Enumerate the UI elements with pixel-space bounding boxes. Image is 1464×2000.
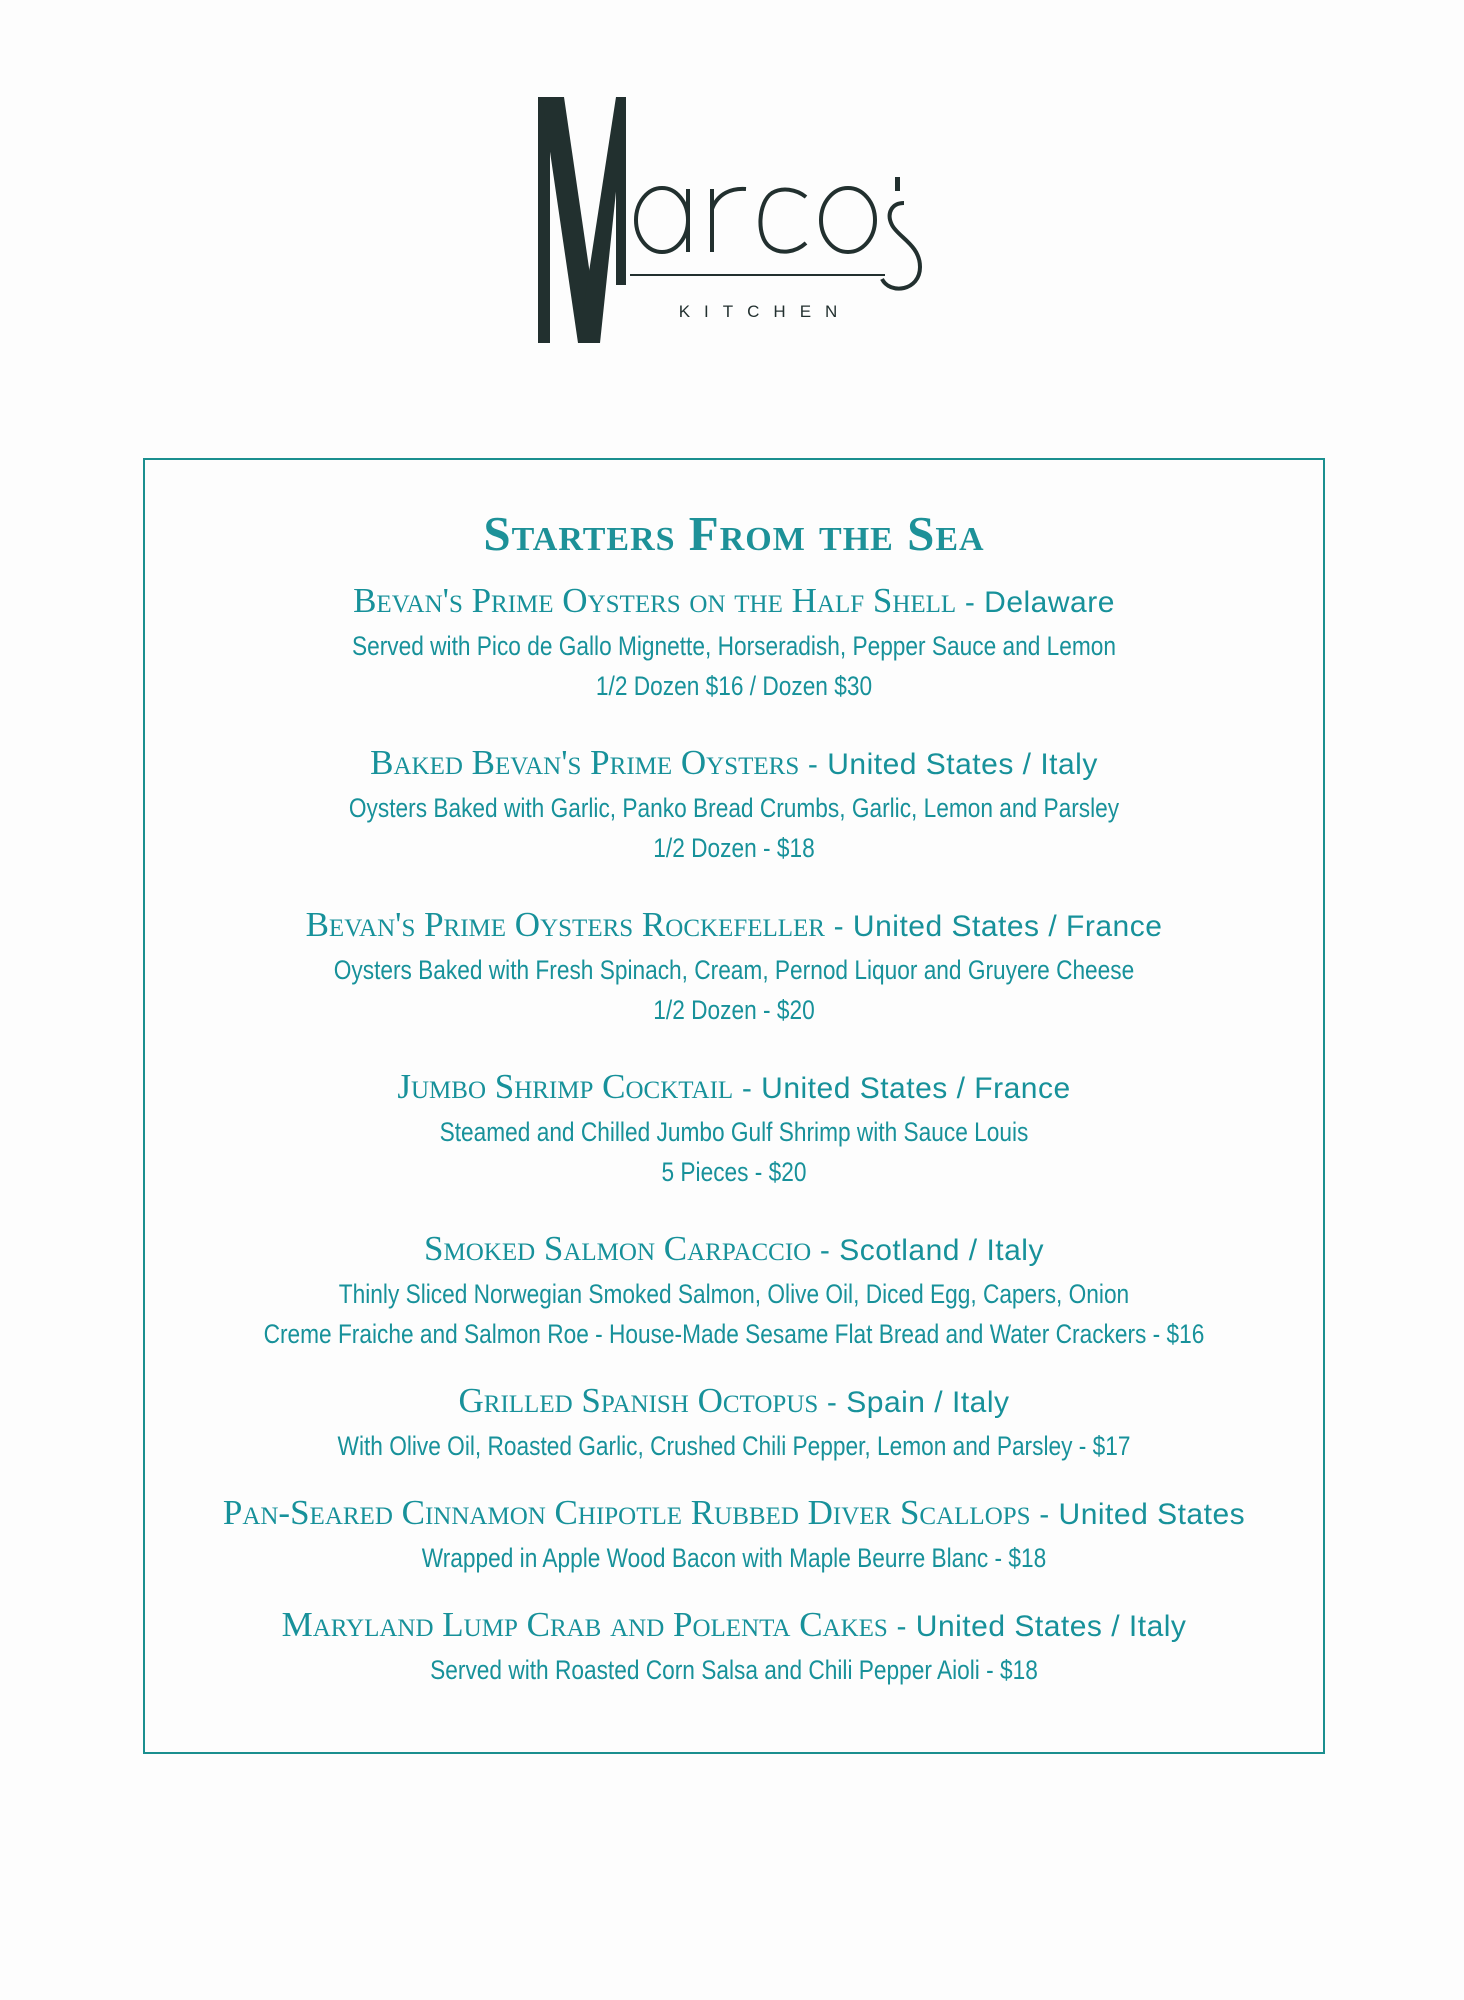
item-origin: - United States / Italy (807, 748, 1098, 781)
logo-mark (520, 85, 960, 355)
menu-item (145, 1226, 1323, 1354)
restaurant-logo (520, 85, 960, 355)
item-description: Thinly Sliced Norwegian Smoked Salmon, Olive Oil, Diced Egg, Capers, Onion (338, 1279, 1130, 1309)
item-name: Baked Bevan's Prime Oysters (370, 743, 800, 782)
item-description: Steamed and Chilled Jumbo Gulf Shrimp with Sauce Louis (439, 1117, 1029, 1147)
section-title: Starters From the Sea (483, 506, 985, 561)
item-name: Bevan's Prime Oysters Rockefeller (305, 905, 825, 944)
item-origin: - Delaware (964, 586, 1115, 619)
menu-item (145, 1490, 1323, 1578)
item-price: 5 Pieces - $20 (661, 1157, 807, 1187)
menu-item (145, 902, 1323, 1030)
item-price: 1/2 Dozen $16 / Dozen $30 (595, 671, 873, 701)
item-name: Bevan's Prime Oysters on the Half Shell (353, 581, 957, 620)
item-name: Jumbo Shrimp Cocktail (397, 1067, 734, 1106)
item-description: Creme Fraiche and Salmon Roe - House-Made Sesame Flat Bread and Water Crackers - $16 (263, 1319, 1205, 1349)
menu-item (145, 740, 1323, 868)
item-origin: - United States / Italy (896, 1610, 1187, 1643)
item-origin: - Spain / Italy (826, 1386, 1010, 1419)
menu-item (145, 1378, 1323, 1466)
item-description: With Olive Oil, Roasted Garlic, Crushed Chili Pepper, Lemon and Parsley - $17 (337, 1431, 1131, 1461)
item-origin: - Scotland / Italy (819, 1234, 1044, 1267)
item-name: Pan-Seared Cinnamon Chipotle Rubbed Diver Scallops (222, 1493, 1031, 1532)
item-name: Smoked Salmon Carpaccio (424, 1229, 812, 1268)
item-price: 1/2 Dozen - $18 (653, 833, 815, 863)
item-description: Served with Pico de Gallo Mignette, Horseradish, Pepper Sauce and Lemon (351, 631, 1116, 661)
logo-subtitle: KITCHEN (678, 302, 852, 321)
item-origin: - United States (1039, 1498, 1246, 1531)
item-name: Grilled Spanish Octopus (458, 1381, 819, 1420)
menu-item (145, 1064, 1323, 1192)
menu-frame (143, 458, 1325, 1754)
item-description: Oysters Baked with Garlic, Panko Bread Crumbs, Garlic, Lemon and Parsley (348, 793, 1120, 823)
item-price: 1/2 Dozen - $20 (653, 995, 815, 1025)
item-description: Wrapped in Apple Wood Bacon with Maple Beurre Blanc - $18 (421, 1543, 1047, 1573)
item-description: Served with Roasted Corn Salsa and Chili Pepper Aioli - $18 (430, 1655, 1038, 1685)
item-origin: - United States / France (833, 910, 1163, 943)
item-name: Maryland Lump Crab and Polenta Cakes (281, 1605, 888, 1644)
item-description: Oysters Baked with Fresh Spinach, Cream, Pernod Liquor and Gruyere Cheese (333, 955, 1135, 985)
item-origin: - United States / France (741, 1072, 1071, 1105)
menu-item (145, 1602, 1323, 1690)
menu-content (145, 504, 1323, 1690)
menu-item (145, 578, 1323, 706)
